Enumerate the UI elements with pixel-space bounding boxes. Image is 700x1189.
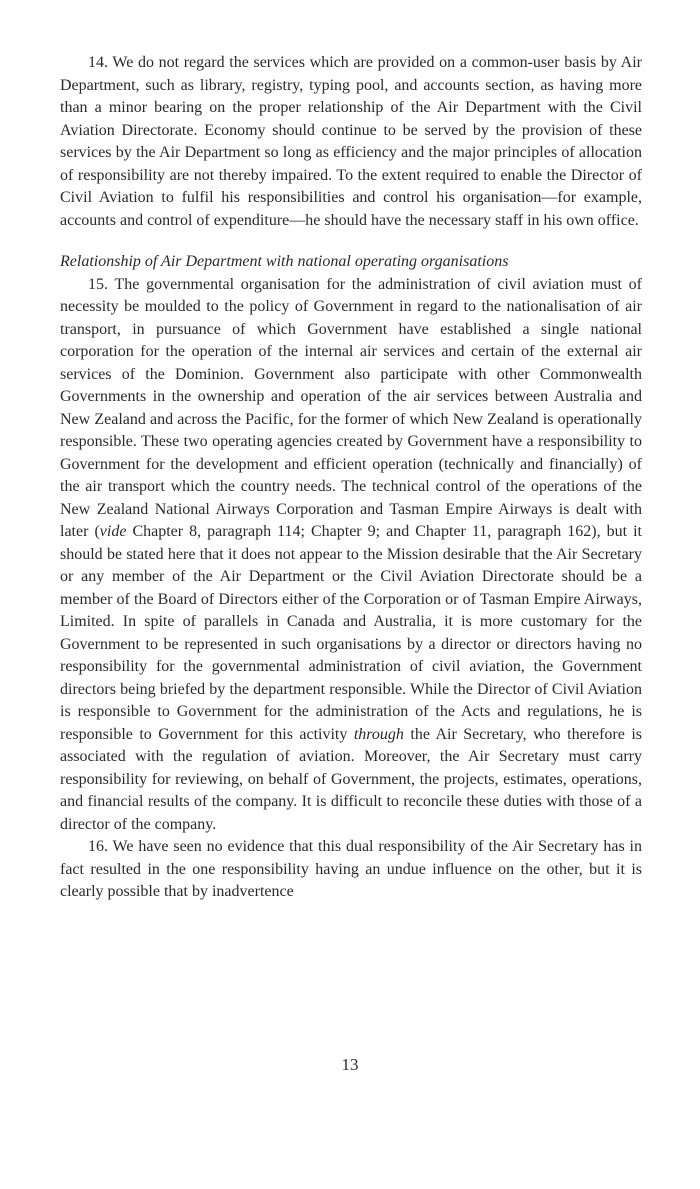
paragraph-15-italic-vide: vide: [99, 523, 127, 540]
paragraph-15: [60, 274, 642, 837]
page-number: 13: [341, 1055, 359, 1074]
section-heading: Relationship of Air Department with national operating organisations: [60, 253, 509, 270]
paragraph-15-italic-through: through: [353, 725, 404, 743]
paragraph-15-text-1: 15. The governmental organisation for the administration of civil aviation must of necessity be moulded to the policy of Government in regard to the nationalisation of air transport, in pursuance of which Government have established a single national corporation for the operation of the internal air services and certain of the external air services of the Dominion. Government also participate with other Commonwealth Governments in the ownership and operation of the air services between Australia and New Zealand and across the Pacific, for the former of which New Zealand is operationally responsible. These two operating agencies created by Government have a responsibility to Government for the development and efficient operation (technically and financially) of the air transport which the country needs. The technical control of the operations of the New Zealand National Airways Corporation and Tasman Empire Airways is dealt with later (: [60, 275, 642, 540]
paragraph-16: 16. We have seen no evidence that this dual responsibility of the Air Secretary has in fact resulted in the one responsibility having an undue influence on the other, but it is clearly possible that by inadvertence: [60, 838, 642, 900]
document-page: [60, 52, 642, 904]
paragraph-15-text-3: the Air Secretary, who therefore is associated with the regulation of aviation. Moreover, the Air Secretary must carry responsibility for reviewing, on behalf of Government, the projects, estimates, operations, and financial results of the company. It is difficult to reconcile these duties with those of a director of the company.: [60, 725, 642, 833]
paragraph-15-text-2: Chapter 8, paragraph 114; Chapter 9; and Chapter 11, paragraph 162), but it should be stated here that it does not appear to the Mission desirable that the Air Secretary or any member of the Air Department or the Civil Aviation Directorate should be a member of the Board of Directors either of the Corporation or of Tasman Empire Airways, Limited. In spite of parallels in Canada and Australia, it is more customary for the Government to be represented in such organisations by a director or directors having no responsibility for the governmental administration of civil aviation, the Government directors being briefed by the department responsible. While the Director of Civil Aviation is responsible to Government for the administration of the Acts and regulations, he is responsible to Government for this activity: [60, 523, 643, 743]
paragraph-14: 14. We do not regard the services which are provided on a common-user basis by Air Department, such as library, registry, typing pool, and accounts section, as having more than a minor bearing on the proper relationship of the Air Department with the Civil Aviation Directorate. Economy should continue to be served by the provision of these services by the Air Department so long as efficiency and the major principles of allocation of responsibility are not thereby impaired. To the extent required to enable the Director of Civil Aviation to fulfil his responsibilities and control his organisation—for example, accounts and control of expenditure—he should have the necessary staff in his own office.: [60, 54, 642, 229]
